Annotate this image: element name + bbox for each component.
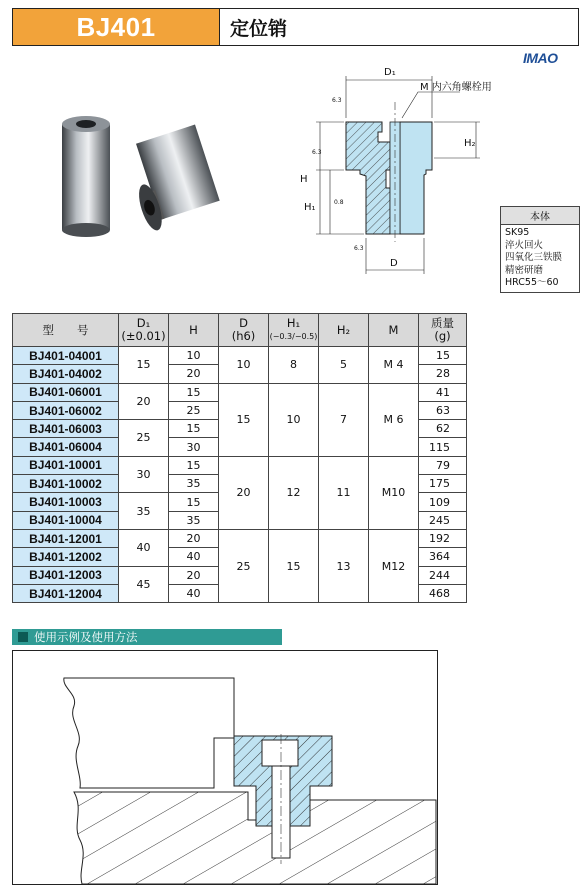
title-bar (12, 8, 579, 46)
material-line: HRC55～60 (505, 277, 559, 288)
material-line: SK95 (505, 227, 530, 238)
pin-section (346, 102, 432, 242)
brand-logo: IMAO (523, 50, 558, 66)
material-box (500, 206, 580, 293)
col-m: M (369, 314, 419, 347)
roughness-mark: 6.3 (332, 97, 342, 104)
table-row: BJ401-10002 35 175 (13, 475, 467, 493)
table-row: BJ401-06004 30 115 (13, 438, 467, 456)
table-row: BJ401-10003 35 15 109 (13, 493, 467, 511)
dimension-drawing (290, 62, 500, 277)
table-row: BJ401-12001 40 20 25 15 13 M12 192 (13, 529, 467, 547)
spec-table (12, 313, 467, 603)
col-model: 型 号 (13, 314, 119, 347)
table-row: BJ401-06001 20 15 15 10 7 M 6 41 (13, 383, 467, 401)
material-line: 精密研磨 (505, 264, 544, 276)
material-line: 淬火回火 (505, 239, 544, 251)
section-title: 使用示例及使用方法 (34, 630, 138, 644)
product-name: 定位销 (230, 17, 288, 40)
table-row: BJ401-12002 40 364 (13, 548, 467, 566)
col-h1: H₁ (−0.3/−0.5) (269, 314, 319, 347)
table-row: BJ401-12004 40 468 (13, 584, 467, 602)
product-photo (40, 92, 250, 242)
table-row: BJ401-04001 15 10 10 8 5 M 4 15 (13, 347, 467, 365)
col-d1: D₁ (±0.01) (119, 314, 169, 347)
table-row: BJ401-10001 30 15 20 12 11 M10 79 (13, 456, 467, 474)
col-h: H (169, 314, 219, 347)
table-row: BJ401-12003 45 20 244 (13, 566, 467, 584)
usage-example-drawing (12, 650, 440, 886)
label-d1: D₁ (384, 67, 396, 78)
label-d: D (390, 258, 398, 269)
table-header-row (13, 314, 467, 347)
label-h2: H₂ (464, 138, 476, 149)
label-h1: H₁ (304, 202, 316, 213)
col-d: D (h6) (219, 314, 269, 347)
table-row: BJ401-06003 25 15 62 (13, 420, 467, 438)
table-row: BJ401-10004 35 245 (13, 511, 467, 529)
col-mass: 质量 (g) (419, 314, 467, 347)
roughness-mark: 6.3 (354, 245, 364, 252)
product-code: BJ401 (13, 9, 220, 45)
square-bullet-icon (18, 632, 28, 642)
material-line: 四氧化三铁膜 (505, 252, 563, 263)
label-m-bolt: M 内六角螺栓用 (420, 82, 492, 93)
material-title: 本体 (501, 207, 579, 225)
roughness-mark: 0.8 (334, 199, 344, 206)
label-h: H (300, 174, 308, 185)
col-h2: H₂ (319, 314, 369, 347)
table-row: BJ401-04002 20 28 (13, 365, 467, 383)
table-row: BJ401-06002 25 63 (13, 401, 467, 419)
roughness-mark: 6.3 (312, 149, 322, 156)
section-header (12, 629, 282, 645)
